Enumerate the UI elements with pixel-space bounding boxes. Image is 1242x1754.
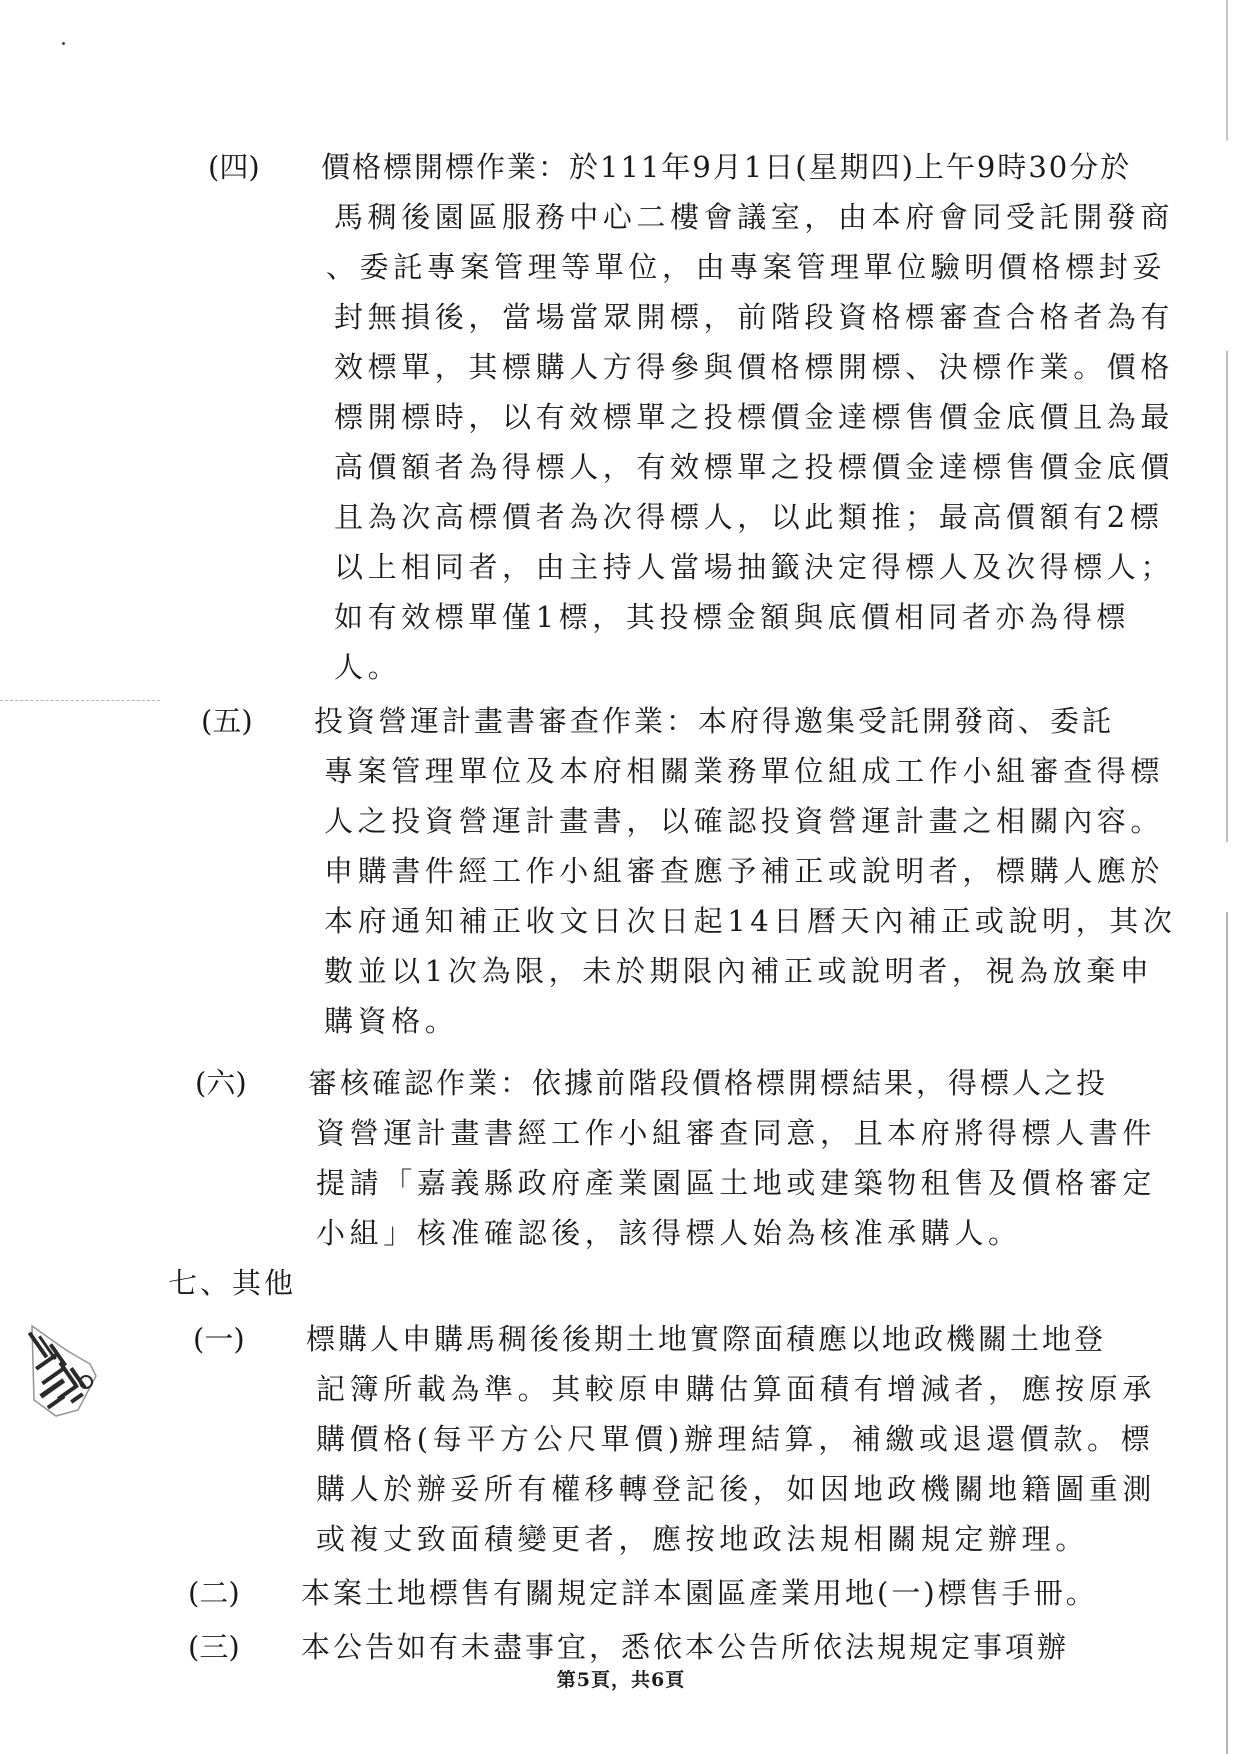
clause-line: 投資營運計畫書審查作業：本府得邀集受託開發商、委託 — [314, 704, 1115, 738]
clause-line: 封無損後，當場當眾開標，前階段資格標審查合格者為有 — [334, 300, 1175, 334]
clause-line: 購價格(每平方公尺單價)辦理結算，補繳或退還價款。標 — [316, 1422, 1155, 1456]
clause-line: 人。 — [334, 650, 402, 684]
clause-line: 且為次高標價者為次得標人，以此類推；最高價額有2標 — [334, 500, 1164, 534]
clause-line: 數並以1次為限，未於期限內補正或說明者，視為放棄申 — [324, 954, 1154, 988]
clause-marker: (三) — [188, 1630, 240, 1664]
clause-line: 購資格。 — [324, 1004, 459, 1038]
clause-line: 高價額者為得標人，有效標單之投標價金達標售價金底價 — [334, 450, 1175, 484]
clause-line: 提請「嘉義縣政府產業園區土地或建築物租售及價格審定 — [316, 1166, 1157, 1200]
clause-line: 馬稠後園區服務中心二樓會議室，由本府會同受託開發商 — [334, 200, 1175, 234]
clause-line: 審核確認作業：依據前階段價格標開標結果，得標人之投 — [308, 1066, 1109, 1100]
page-footer: 第5頁，共6頁 — [556, 1669, 686, 1691]
document-body — [168, 142, 1177, 1672]
clause-four — [208, 142, 1175, 692]
section-heading: 七、其他 — [168, 1266, 297, 1300]
clause-marker: (四) — [208, 150, 260, 184]
scan-dash-mark — [0, 700, 160, 701]
clause-line: 標購人申購馬稠後後期土地實際面積應以地政機關土地登 — [306, 1322, 1107, 1356]
clause-line: 人之投資營運計畫書，以確認投資營運計畫之相關內容。 — [324, 804, 1165, 838]
clause-line: 本案土地標售有關規定詳本園區產業用地(一)標售手冊。 — [301, 1576, 1098, 1610]
clause-six — [195, 1058, 1157, 1258]
clause-line: 申購書件經工作小組審查應予補正或說明者，標購人應於 — [324, 854, 1165, 888]
clause-line: 本府通知補正收文日次日起14日曆天內補正或說明，其次 — [324, 904, 1177, 938]
clause-line: 以上相同者，由主持人當場抽籤決定得標人及次得標人； — [334, 550, 1175, 584]
clause-line: 專案管理單位及本府相關業務單位組成工作小組審查得標 — [324, 754, 1165, 788]
clause-line: 效標單，其標購人方得參與價格標開標、決標作業。價格 — [334, 350, 1175, 384]
clause-five — [201, 696, 1177, 1046]
clause-line: 資營運計畫書經工作小組審查同意，且本府將得標人書件 — [316, 1116, 1157, 1150]
clause-marker: (一) — [193, 1322, 245, 1356]
clause-line: 記簿所載為準。其較原申購估算面積有增減者，應按原承 — [316, 1372, 1157, 1406]
clause-line: 如有效標單僅1標，其投標金額與底價相同者亦為得標 — [334, 600, 1130, 634]
scan-edge-line — [1226, 0, 1228, 1754]
clause-line: 或複丈致面積變更者，應按地政法規相關規定辦理。 — [316, 1522, 1089, 1556]
clause-marker: (六) — [195, 1066, 247, 1100]
clause-line: 本公告如有未盡事宜，悉依本公告所依法規規定事項辦 — [301, 1630, 1070, 1664]
clause-marker: (五) — [201, 704, 253, 738]
clause-line: 小組」核准確認後，該得標人始為核准承購人。 — [316, 1216, 1022, 1250]
clause-line: 購人於辦妥所有權移轉登記後，如因地政機關地籍圖重測 — [316, 1472, 1157, 1506]
scan-speck — [62, 42, 65, 45]
clause-line: 標開標時，以有效標單之投標價金達標售價金底價且為最 — [334, 400, 1175, 434]
official-seal-icon — [26, 1320, 98, 1420]
clause-line: 、委託專案管理等單位，由專案管理單位驗明價格標封妥 — [326, 250, 1167, 284]
clause-marker: (二) — [188, 1576, 240, 1610]
clause-seven-two — [188, 1568, 1128, 1618]
clause-seven-one — [193, 1314, 1157, 1564]
clause-line: 價格標開標作業：於111年9月1日(星期四)上午9時30分於 — [321, 150, 1132, 184]
